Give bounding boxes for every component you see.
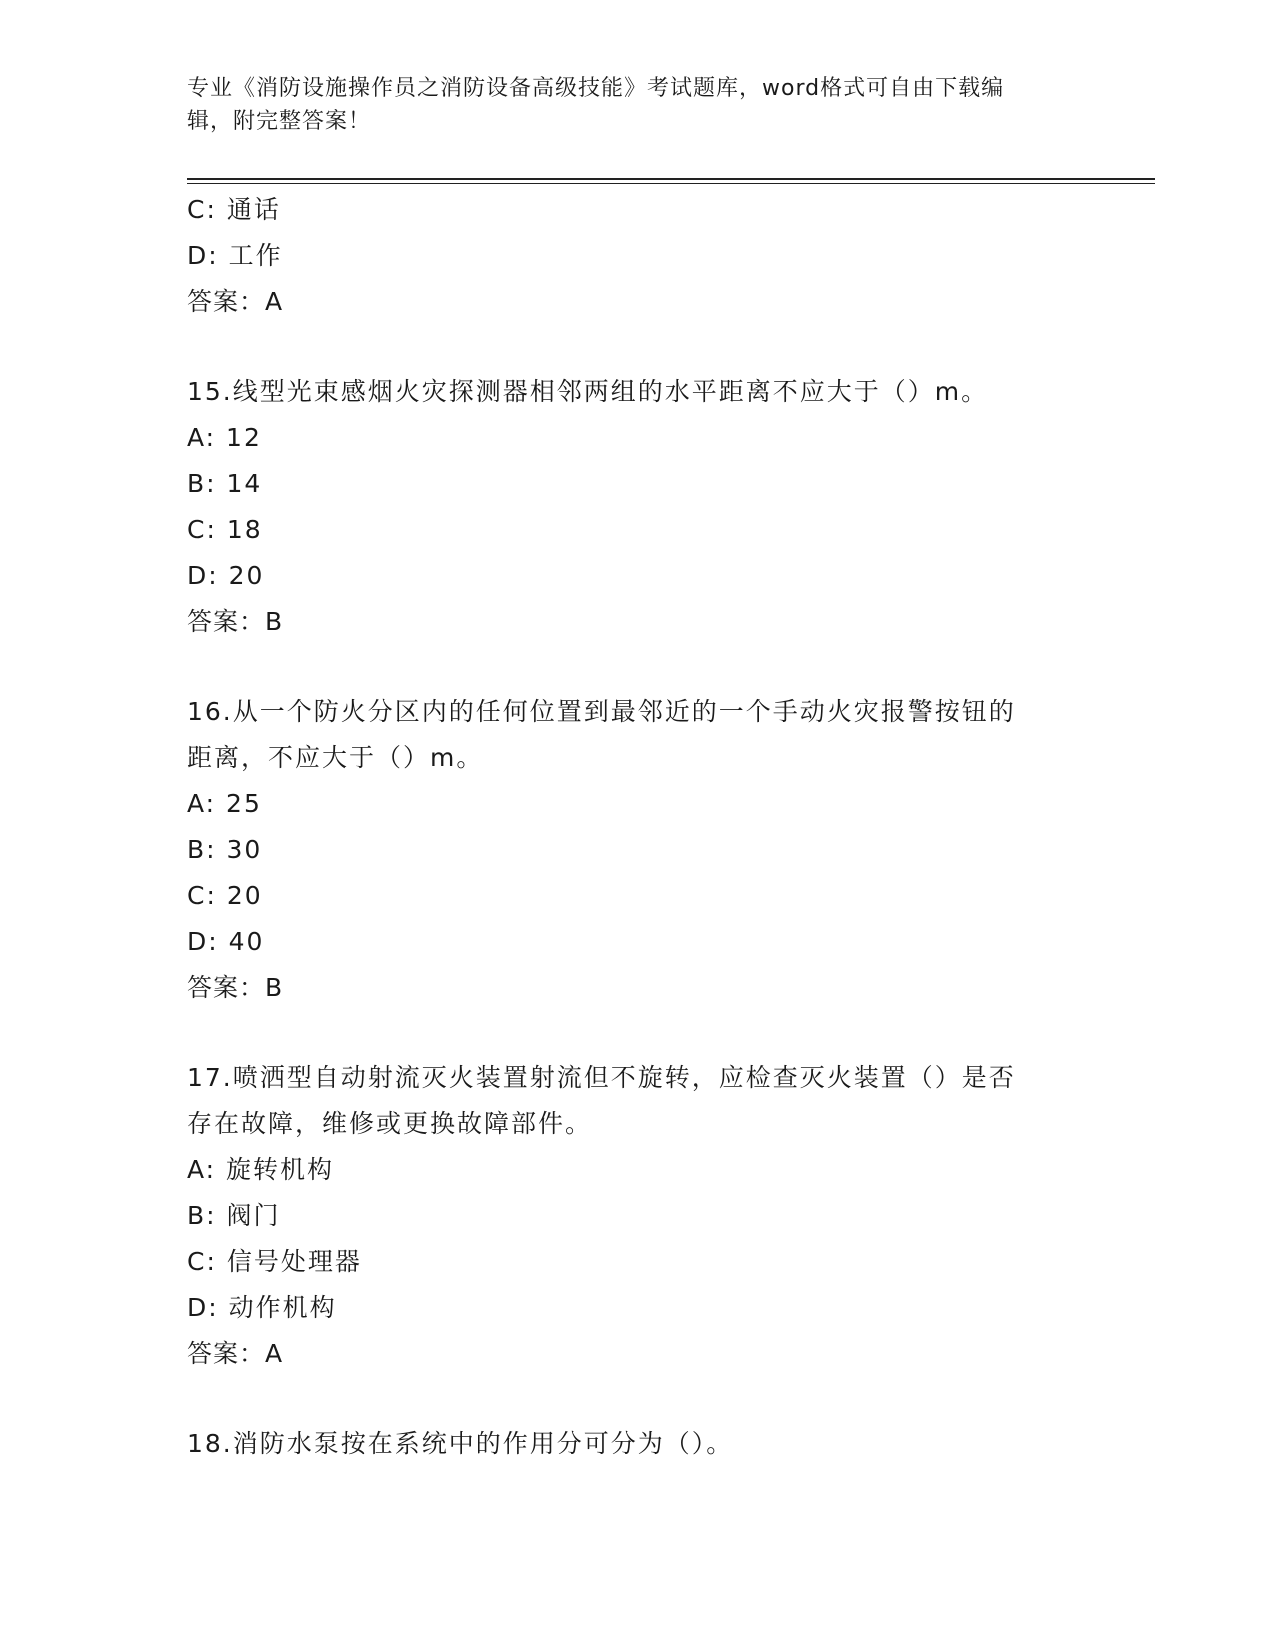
question-text: 18.消防水泵按在系统中的作用分可分为（）。 (187, 1429, 734, 1458)
option-a: A: 旋转机构 (187, 1155, 335, 1184)
option-a: A: 25 (187, 789, 262, 818)
option-c: C: 信号处理器 (187, 1247, 362, 1276)
answer: 答案：B (187, 973, 284, 1002)
document-body (187, 187, 1087, 1467)
question-18 (187, 1421, 1087, 1467)
header-divider-thick (187, 178, 1155, 180)
document-header (187, 72, 1067, 138)
option-b: B: 阀门 (187, 1201, 281, 1230)
answer: 答案：A (187, 1339, 284, 1368)
option-a: A: 12 (187, 423, 262, 452)
answer: 答案：A (187, 287, 284, 316)
option-c: C: 18 (187, 515, 263, 544)
answer: 答案：B (187, 607, 284, 636)
question-text-line-1: 16.从一个防火分区内的任何位置到最邻近的一个手动火灾报警按钮的 (187, 697, 1016, 726)
option-d: D: 动作机构 (187, 1293, 337, 1322)
option-b: B: 30 (187, 835, 263, 864)
question-14-continued (187, 187, 1087, 325)
option-c: C: 通话 (187, 195, 281, 224)
option-c: C: 20 (187, 881, 263, 910)
header-line-2: 辑，附完整答案！ (187, 109, 372, 134)
option-b: B: 14 (187, 469, 263, 498)
header-divider-thin (187, 183, 1155, 184)
option-d: D: 40 (187, 927, 265, 956)
question-17 (187, 1055, 1087, 1377)
header-line-1: 专业《消防设施操作员之消防设备高级技能》考试题库，word格式可自由下载编 (187, 76, 1005, 101)
question-text-line-1: 17.喷洒型自动射流灭火装置射流但不旋转，应检查灭火装置（）是否 (187, 1063, 1016, 1092)
question-16 (187, 689, 1087, 1011)
question-text-line-2: 存在故障，维修或更换故障部件。 (187, 1109, 593, 1138)
option-d: D: 工作 (187, 241, 283, 270)
question-text: 15.线型光束感烟火灾探测器相邻两组的水平距离不应大于（）m。 (187, 377, 989, 406)
question-15 (187, 369, 1087, 645)
option-d: D: 20 (187, 561, 265, 590)
question-text-line-2: 距离，不应大于（）m。 (187, 743, 484, 772)
